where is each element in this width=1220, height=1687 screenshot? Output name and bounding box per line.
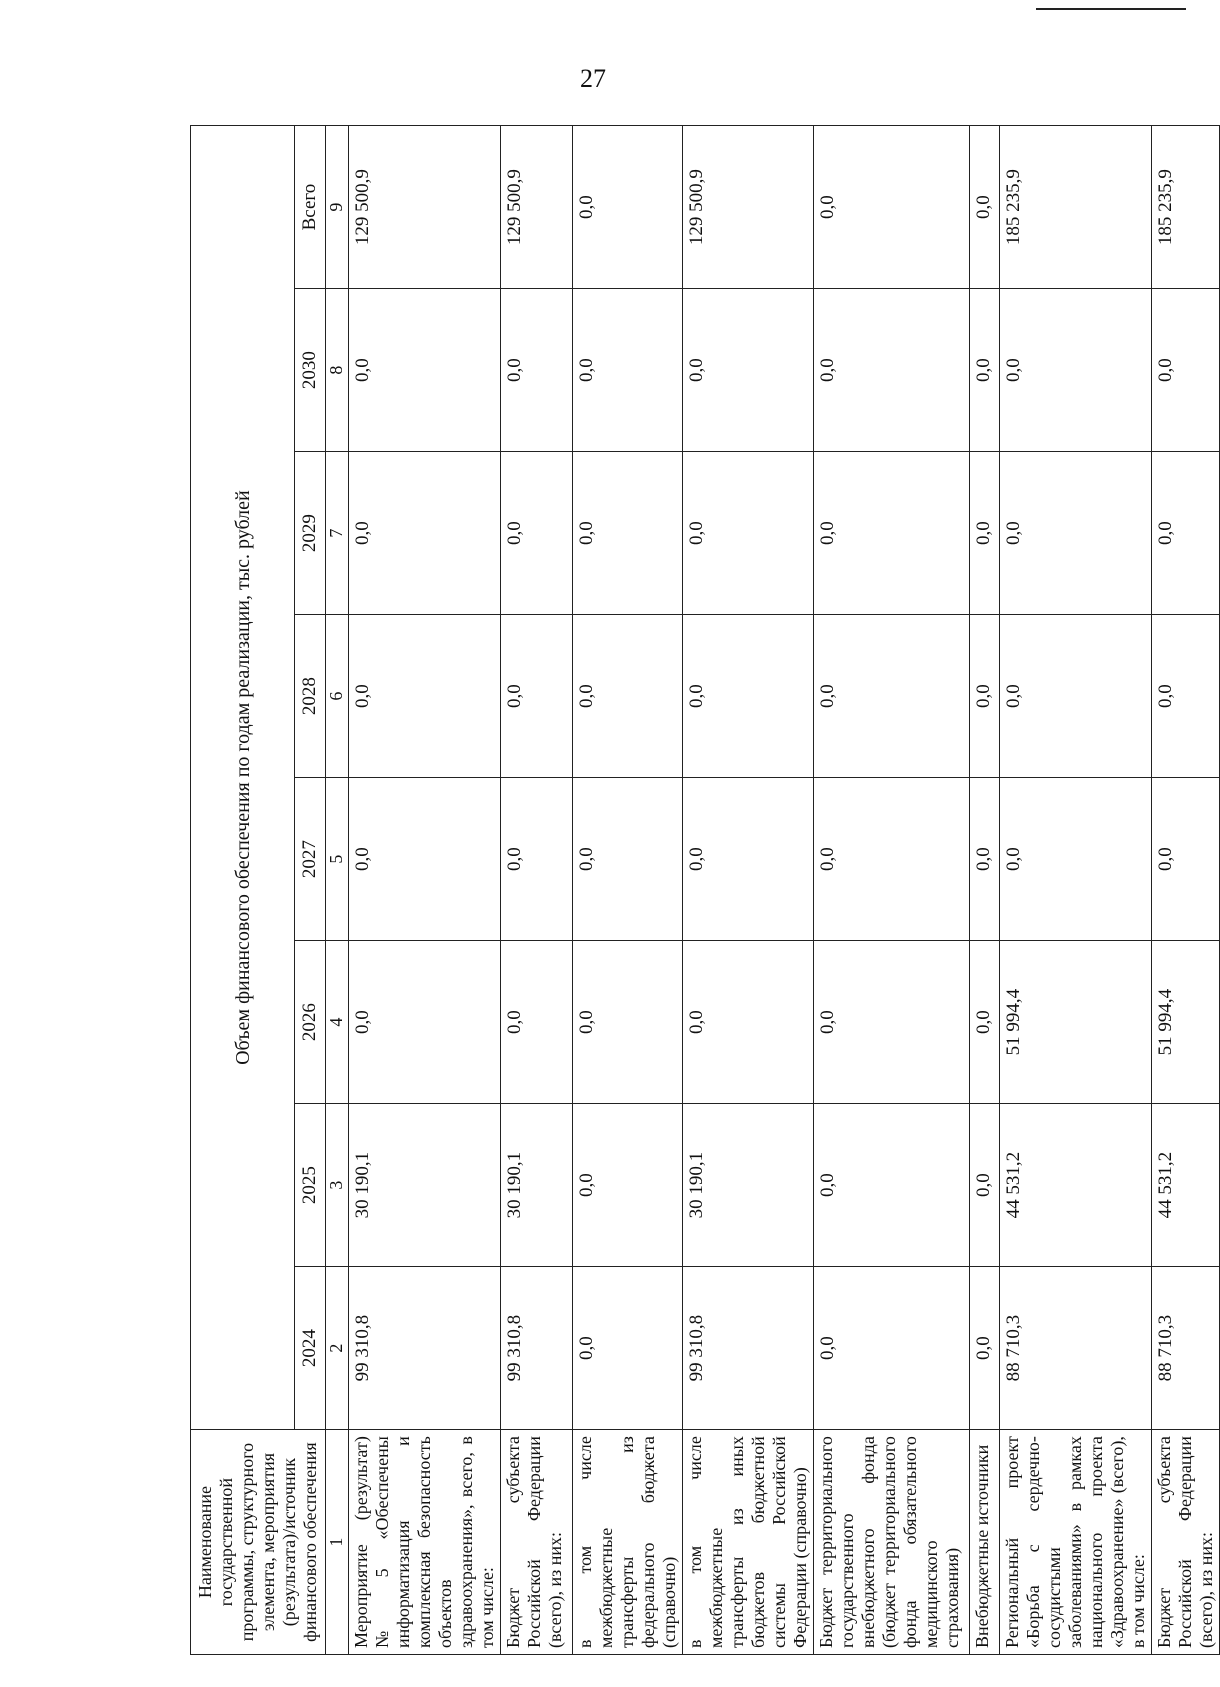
value-cell: 51 994,4	[1000, 941, 1152, 1104]
top-rule	[1036, 8, 1186, 10]
value-cell: 0,0	[349, 452, 501, 615]
value-cell: 99 310,8	[349, 1267, 501, 1430]
header-year: 2024	[295, 1267, 326, 1430]
value-cell: 0,0	[1000, 289, 1152, 452]
value-cell: 129 500,9	[501, 126, 573, 289]
value-cell: 0,0	[1152, 289, 1220, 452]
value-cell: 0,0	[573, 1104, 683, 1267]
value-cell: 0,0	[1152, 778, 1220, 941]
header-year: Всего	[295, 126, 326, 289]
value-cell: 0,0	[501, 289, 573, 452]
table-row	[970, 126, 1000, 1655]
value-cell: 0,0	[349, 941, 501, 1104]
value-cell: 0,0	[970, 1104, 1000, 1267]
value-cell: 0,0	[573, 615, 683, 778]
value-cell: 0,0	[573, 452, 683, 615]
table-row	[349, 126, 501, 1655]
value-cell: 0,0	[970, 615, 1000, 778]
value-cell: 88 710,3	[1152, 1267, 1220, 1430]
column-numbers-row	[326, 126, 349, 1655]
financing-table	[190, 125, 1220, 1655]
value-cell: 0,0	[349, 778, 501, 941]
header-year: 2027	[295, 778, 326, 941]
value-cell: 0,0	[1000, 615, 1152, 778]
value-cell: 0,0	[501, 941, 573, 1104]
column-number: 9	[326, 126, 349, 289]
value-cell: 185 235,9	[1152, 126, 1220, 289]
value-cell: 0,0	[814, 778, 970, 941]
column-number: 6	[326, 615, 349, 778]
row-name-cell: Внебюджетные источники	[970, 1430, 1000, 1655]
header-year: 2030	[295, 289, 326, 452]
value-cell: 0,0	[683, 452, 814, 615]
table-row	[1000, 126, 1152, 1655]
value-cell: 129 500,9	[683, 126, 814, 289]
column-number: 1	[326, 1430, 349, 1655]
value-cell: 99 310,8	[501, 1267, 573, 1430]
value-cell: 0,0	[683, 289, 814, 452]
value-cell: 0,0	[349, 615, 501, 778]
value-cell: 0,0	[349, 289, 501, 452]
value-cell: 185 235,9	[1000, 126, 1152, 289]
row-name-cell: Бюджет субъекта Российской Федерации (всего), из них:	[1152, 1430, 1220, 1655]
value-cell: 0,0	[573, 941, 683, 1104]
table-row	[501, 126, 573, 1655]
table-row	[814, 126, 970, 1655]
value-cell: 0,0	[573, 126, 683, 289]
value-cell: 99 310,8	[683, 1267, 814, 1430]
column-number: 3	[326, 1104, 349, 1267]
header-group-title: Объем финансового обеспечения по годам реализации, тыс. рублей	[191, 126, 295, 1430]
value-cell: 0,0	[814, 1267, 970, 1430]
value-cell: 0,0	[683, 615, 814, 778]
header-year: 2026	[295, 941, 326, 1104]
value-cell: 0,0	[970, 941, 1000, 1104]
column-number: 7	[326, 452, 349, 615]
value-cell: 0,0	[683, 778, 814, 941]
table-row	[573, 126, 683, 1655]
table-body	[349, 126, 1220, 1655]
row-name-cell: Мероприятие (результат) № 5 «Обеспечены информатизация и комплексная безопасность объектов здравоохранения», всего, в том числе:	[349, 1430, 501, 1655]
row-name-cell: Бюджет субъекта Российской Федерации (всего), из них:	[501, 1430, 573, 1655]
value-cell: 0,0	[1152, 615, 1220, 778]
column-number: 4	[326, 941, 349, 1104]
value-cell: 0,0	[970, 1267, 1000, 1430]
value-cell: 30 190,1	[683, 1104, 814, 1267]
value-cell: 129 500,9	[349, 126, 501, 289]
value-cell: 0,0	[1152, 452, 1220, 615]
value-cell: 30 190,1	[349, 1104, 501, 1267]
value-cell: 0,0	[970, 289, 1000, 452]
row-name-cell: в том числе межбюджетные трансферты из федерального бюджета (справочно)	[573, 1430, 683, 1655]
row-name-cell: Бюджет территориального государственного внебюджетного фонда (бюджет территориального фонда обязательного медицинского страхования)	[814, 1430, 970, 1655]
header-year: 2028	[295, 615, 326, 778]
header-years-row	[295, 126, 326, 1655]
value-cell: 0,0	[970, 778, 1000, 941]
value-cell: 0,0	[814, 126, 970, 289]
column-number: 5	[326, 778, 349, 941]
value-cell: 0,0	[501, 452, 573, 615]
header-year: 2025	[295, 1104, 326, 1267]
value-cell: 0,0	[970, 126, 1000, 289]
row-name-cell: Региональный проект «Борьба с сердечно-сосудистыми заболеваниями» в рамках национального проекта «Здравоохранение» (всего), в том числе:	[1000, 1430, 1152, 1655]
page-number: 27	[580, 64, 606, 93]
table-row	[1152, 126, 1220, 1655]
rotated-table-container	[190, 125, 1216, 1655]
value-cell: 0,0	[814, 1104, 970, 1267]
value-cell: 0,0	[683, 941, 814, 1104]
value-cell: 0,0	[814, 289, 970, 452]
value-cell: 0,0	[501, 778, 573, 941]
value-cell: 51 994,4	[1152, 941, 1220, 1104]
table-row	[683, 126, 814, 1655]
column-number: 2	[326, 1267, 349, 1430]
value-cell: 0,0	[1000, 452, 1152, 615]
value-cell: 0,0	[501, 615, 573, 778]
value-cell: 44 531,2	[1152, 1104, 1220, 1267]
value-cell: 44 531,2	[1000, 1104, 1152, 1267]
header-row	[191, 126, 295, 1655]
value-cell: 88 710,3	[1000, 1267, 1152, 1430]
value-cell: 0,0	[573, 778, 683, 941]
value-cell: 0,0	[970, 452, 1000, 615]
value-cell: 30 190,1	[501, 1104, 573, 1267]
value-cell: 0,0	[573, 1267, 683, 1430]
column-number: 8	[326, 289, 349, 452]
value-cell: 0,0	[1000, 778, 1152, 941]
value-cell: 0,0	[814, 615, 970, 778]
header-year: 2029	[295, 452, 326, 615]
value-cell: 0,0	[573, 289, 683, 452]
value-cell: 0,0	[814, 941, 970, 1104]
value-cell: 0,0	[814, 452, 970, 615]
header-name-column: Наименование государственной программы, структурного элемента, мероприятия (результата)/источник финансового обеспечения	[191, 1430, 326, 1655]
row-name-cell: в том числе межбюджетные трансферты из иных бюджетов бюджетной системы Российской Федерации (справочно)	[683, 1430, 814, 1655]
